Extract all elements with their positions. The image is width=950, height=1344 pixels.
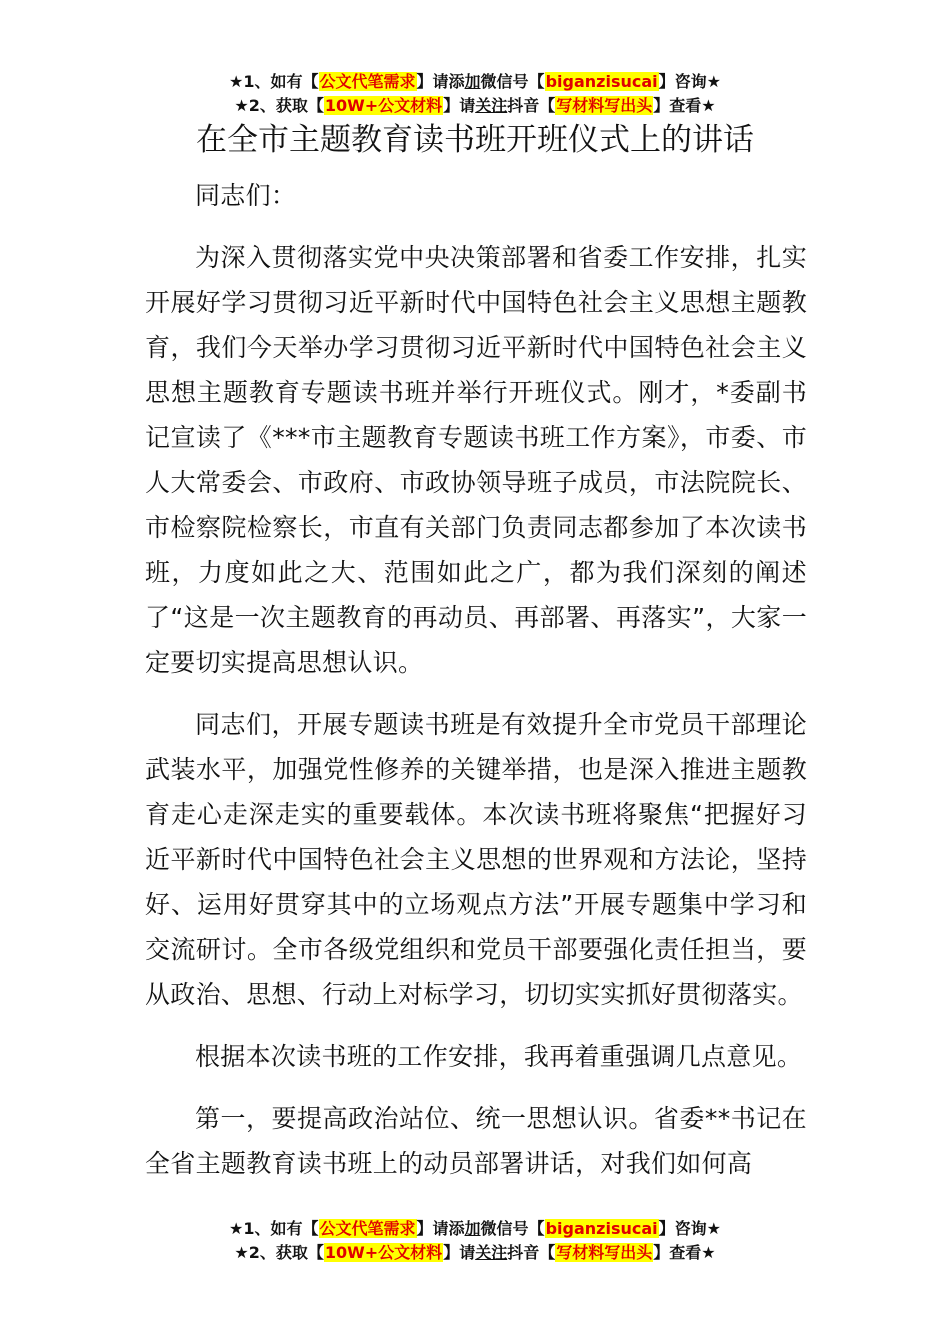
- banner-text: 】请添: [416, 72, 465, 91]
- banner-text: 】咨询★: [658, 1219, 721, 1238]
- paragraph-4: 第一，要提高政治站位、统一思想认识。省委**书记在全省主题教育读书班上的动员部署讲话，对我们如何高: [145, 1104, 807, 1178]
- highlight-ghostwriting: 公文代笔需求: [319, 72, 416, 91]
- document-body: [145, 173, 807, 1203]
- banner-text: 】查看★: [653, 96, 716, 115]
- banner-text: ★2、获取【: [234, 1243, 324, 1262]
- document-title: 在全市主题教育读书班开班仪式上的讲话: [196, 122, 754, 158]
- salutation: 同志们：: [195, 181, 297, 210]
- banner-line-2: [0, 94, 950, 118]
- highlight-ghostwriting: 公文代笔需求: [319, 1219, 416, 1238]
- banner-text: 微信号【: [480, 72, 545, 91]
- paragraph-1: 为深入贯彻落实党中央决策部署和省委工作安排，扎实开展好学习贯彻习近平新时代中国特色社会主义思想主题教育，我们今天举办学习贯彻习近平新时代中国特色社会主义思想主题教育专题读书班并举行开班仪式。刚才，*委副书记宣读了《***市主题教育专题读书班工作方案》，市委、市人大常委会、市政府、市政协领导班子成员，市法院院长、市检察院检察长，市直有关部门负责同志都参加了本次读书班，力度如此之大、范围如此之广，都为我们深刻的阐述了“这是一次主题教育的再动员、再部署、再落实”，大家一定要切实提高思想认识。: [145, 243, 807, 677]
- banner-line-1: [0, 70, 950, 94]
- banner-text: 抖音【: [507, 96, 556, 115]
- top-banner: [0, 70, 950, 118]
- banner-emphasis: 加: [464, 72, 481, 91]
- banner-emphasis: 加: [464, 1219, 481, 1238]
- highlight-materials: 10W+公文材料: [324, 1243, 443, 1262]
- banner-text: 微信号【: [480, 1219, 545, 1238]
- banner-text: ★2、获取【: [234, 96, 324, 115]
- banner-text: 】请: [443, 96, 476, 115]
- banner-text: ★1、如有【: [229, 72, 319, 91]
- highlight-douyin: 写材料写出头: [556, 1243, 653, 1262]
- banner-line-2: [0, 1241, 950, 1265]
- banner-text: 】查看★: [653, 1243, 716, 1262]
- paragraph-3: 根据本次读书班的工作安排，我再着重强调几点意见。: [195, 1042, 803, 1071]
- highlight-wechat-id: biganzisucai: [545, 1219, 658, 1238]
- banner-text: 抖音【: [507, 1243, 556, 1262]
- banner-line-1: [0, 1217, 950, 1241]
- highlight-materials: 10W+公文材料: [324, 96, 443, 115]
- banner-emphasis: 关注: [475, 96, 508, 115]
- banner-text: 】请: [443, 1243, 476, 1262]
- banner-text: 】咨询★: [658, 72, 721, 91]
- banner-text: ★1、如有【: [229, 1219, 319, 1238]
- highlight-wechat-id: biganzisucai: [545, 72, 658, 91]
- banner-text: 】请添: [416, 1219, 465, 1238]
- paragraph-2: 同志们，开展专题读书班是有效提升全市党员干部理论武装水平，加强党性修养的关键举措，也是深入推进主题教育走心走深走实的重要载体。本次读书班将聚焦“把握好习近平新时代中国特色社会主义思想的世界观和方法论，坚持好、运用好贯穿其中的立场观点方法”开展专题集中学习和交流研讨。全市各级党组织和党员干部要强化责任担当，要从政治、思想、行动上对标学习，切切实实抓好贯彻落实。: [145, 710, 807, 1009]
- bottom-banner: [0, 1217, 950, 1265]
- highlight-douyin: 写材料写出头: [556, 96, 653, 115]
- banner-emphasis: 关注: [475, 1243, 508, 1262]
